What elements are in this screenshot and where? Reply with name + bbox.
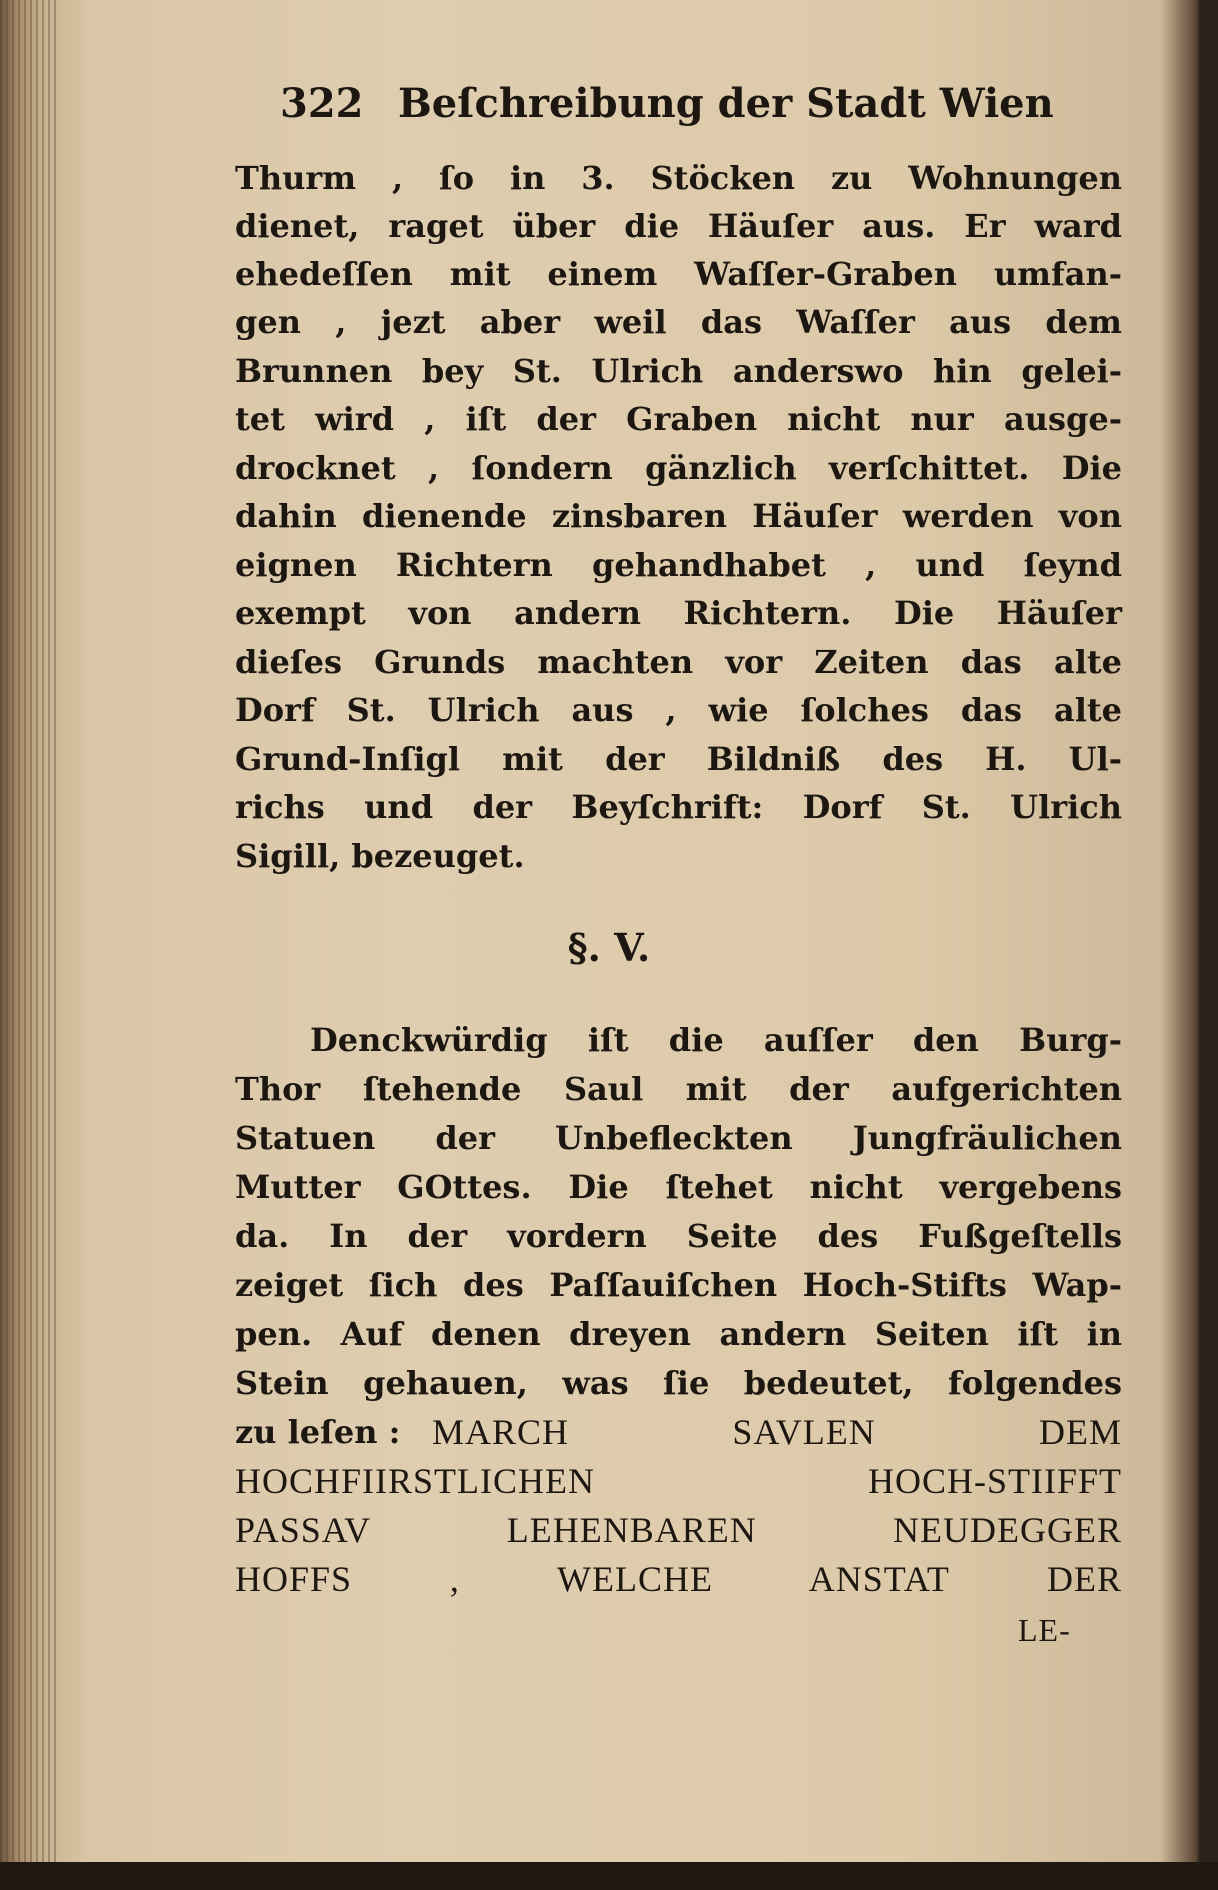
section-heading: §. V. — [567, 925, 651, 970]
text-line: dahin dienende zinsbaren Häuſer werden von — [235, 497, 1122, 535]
text-line: Grund-Inſigl mit der Bildniß des H. Ul- — [235, 740, 1122, 778]
inscription-line: PASSAV LEHENBAREN NEUDEGGER — [235, 1510, 1122, 1550]
text-line: Sigill, bezeuget. — [235, 837, 525, 875]
text-line: drocknet , ſondern gänzlich verſchittet. Die — [235, 449, 1122, 487]
text-line: richs und der Beyſchrift: Dorf St. Ulrich — [235, 788, 1122, 826]
text-line: eignen Richtern gehandhabet , und ſeynd — [235, 546, 1122, 584]
text-line: Denckwürdig iſt die auſſer den Burg- — [310, 1021, 1122, 1059]
running-title: Beſchreibung der Stadt Wien — [398, 80, 1054, 127]
text-line: ehedeſſen mit einem Waſſer-Graben umfan- — [235, 255, 1122, 293]
text-line: Statuen der Unbefleckten Jungfräulichen — [235, 1119, 1122, 1157]
text-line: exempt von andern Richtern. Die Häuſer — [235, 594, 1122, 632]
text-line: Dorf St. Ulrich aus , wie ſolches das alte — [235, 691, 1122, 729]
catchword: LE- — [1018, 1612, 1071, 1648]
scan-background — [0, 1862, 1218, 1890]
text-line: pen. Auf denen dreyen andern Seiten iſt in — [235, 1315, 1122, 1353]
text-line: tet wird , iſt der Graben nicht nur ausge- — [235, 400, 1122, 438]
text-line: zeiget ſich des Paſſauiſchen Hoch-Stifts Wap- — [235, 1266, 1122, 1304]
text-line: Mutter GOttes. Die ſtehet nicht vergebens — [235, 1168, 1122, 1206]
page-number: 322 — [280, 80, 364, 127]
text-line: Thor ſtehende Saul mit der aufgerichten — [235, 1070, 1122, 1108]
text-line — [235, 1410, 1122, 1454]
inscription-lead: zu leſen : — [235, 1413, 401, 1451]
text-line: da. In der vordern Seite des Fußgeſtells — [235, 1217, 1122, 1255]
text-line: dienet, raget über die Häuſer aus. Er ward — [235, 207, 1122, 245]
text-line: gen , jezt aber weil das Waſſer aus dem — [235, 303, 1122, 341]
text-line: dieſes Grunds machten vor Zeiten das alte — [235, 643, 1122, 681]
inscription-line: MARCH SAVLEN DEM — [432, 1412, 1122, 1452]
inscription-line: HOCHFIIRSTLICHEN HOCH-STIIFFT — [235, 1461, 1122, 1501]
inscription-line: HOFFS , WELCHE ANSTAT DER — [235, 1559, 1122, 1599]
text-line: Thurm , ſo in 3. Stöcken zu Wohnungen — [235, 159, 1122, 197]
text-line: Stein gehauen, was ſie bedeutet, folgendes — [235, 1364, 1122, 1402]
text-line: Brunnen bey St. Ulrich anderswo hin gelei- — [235, 352, 1122, 390]
